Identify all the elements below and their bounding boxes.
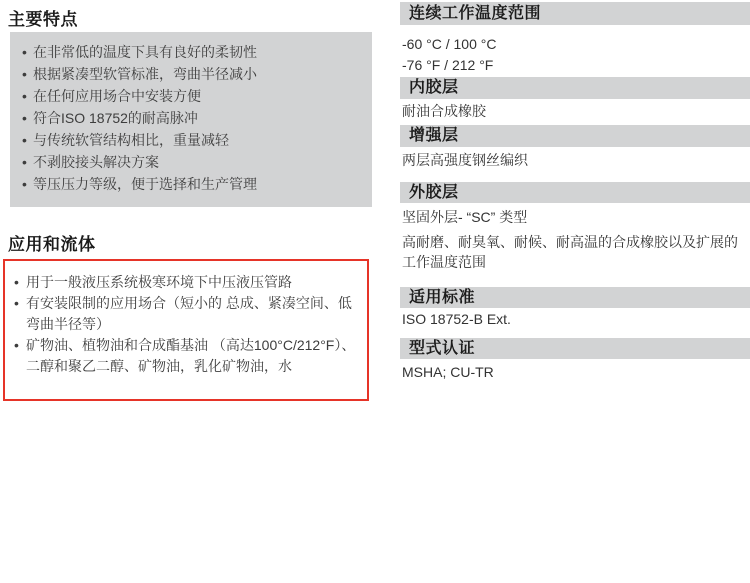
spec-header-temperature-range: 连续工作温度范围: [400, 2, 750, 25]
application-item: • 有安装限制的应用场合（短小的 总成、紧凑空间、低弯曲半径等）: [14, 293, 361, 335]
feature-item: • 等压压力等级，便于选择和生产管理: [22, 173, 362, 195]
feature-item: • 根据紧凑型软管标准，弯曲半径减小: [22, 63, 362, 85]
feature-item: • 在任何应用场合中安装方便: [22, 85, 362, 107]
spec-header-inner-tube: 内胶层: [400, 77, 750, 99]
spec-header-cover: 外胶层: [400, 182, 750, 203]
standards-value: ISO 18752-B Ext.: [402, 311, 511, 327]
temperature-celsius-value: -60 °C / 100 °C: [402, 36, 497, 52]
feature-item: • 与传统软管结构相比，重量减轻: [22, 129, 362, 151]
spec-column: [400, 0, 750, 583]
certifications-value: MSHA; CU-TR: [402, 364, 494, 380]
features-list: [22, 41, 362, 195]
feature-item: • 不剥胶接头解决方案: [22, 151, 362, 173]
applications-box: [3, 259, 369, 401]
application-item: • 矿物油、植物油和合成酯基油 （高达100°C/212°F）、二醇和聚乙二醇、矿物油，乳化矿物油，水: [14, 335, 361, 377]
application-item: • 用于一般液压系统极寒环境下中压液压管路: [14, 272, 361, 293]
applications-title: 应用和流体: [8, 235, 96, 254]
inner-tube-value: 耐油合成橡胶: [402, 103, 486, 119]
feature-item: • 符合ISO 18752的耐高脉冲: [22, 107, 362, 129]
cover-type-value: 坚固外层- “SC” 类型: [402, 209, 528, 225]
reinforcement-value: 两层高强度钢丝编织: [402, 152, 528, 168]
features-box: [10, 32, 372, 207]
cover-description: 高耐磨、耐臭氧、耐候、耐高温的合成橡胶以及扩展的工作温度范围: [402, 234, 738, 270]
features-title: 主要特点: [8, 10, 78, 29]
spec-header-reinforcement: 增强层: [400, 125, 750, 147]
temperature-fahrenheit-value: -76 °F / 212 °F: [402, 57, 494, 73]
spec-header-standards: 适用标准: [400, 287, 750, 308]
spec-header-certifications: 型式认证: [400, 338, 750, 359]
applications-list: [14, 272, 361, 377]
feature-item: • 在非常低的温度下具有良好的柔韧性: [22, 41, 362, 63]
